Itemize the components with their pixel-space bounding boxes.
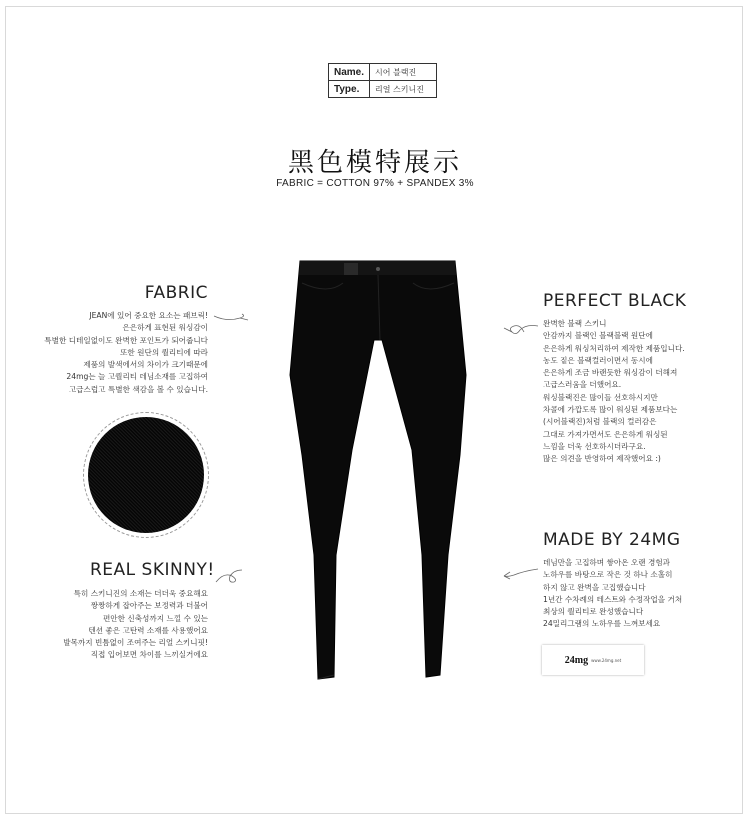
text-line: JEAN에 있어 중요한 요소는 패브릭! <box>89 311 208 320</box>
name-value: 시어 블랙진 <box>370 64 437 81</box>
brand-logo-tag <box>542 645 644 675</box>
perfect-black-heading: PERFECT BLACK <box>543 291 687 311</box>
text-line: 노하우를 바탕으로 작은 것 하나 소홀히 <box>543 570 673 580</box>
real-skinny-heading: REAL SKINNY! <box>90 560 215 580</box>
perfect-black-text <box>543 318 733 466</box>
text-line: 고급스럽고 특별한 색감을 볼 수 있습니다. <box>68 384 208 394</box>
text-line: 느낌을 더욱 선호하시더라구요. <box>543 441 646 451</box>
name-key: Name. <box>329 64 370 81</box>
text-line: 은은하게 워싱처리하여 제작한 제품입니다. <box>543 343 685 353</box>
text-line: 편안한 신축성까지 느낄 수 있는 <box>102 613 208 623</box>
jeans-body <box>290 261 466 679</box>
fabric-heading: FABRIC <box>144 283 208 303</box>
text-line: 차콜에 가깝도록 많이 워싱된 제품보다는 <box>543 405 678 415</box>
text-line: 하지 않고 완벽을 고집했습니다 <box>543 582 646 592</box>
text-line: 짱짱하게 잡아주는 보정력과 더불어 <box>90 601 208 611</box>
fabric-swatch <box>83 412 209 538</box>
text-line: 데님만을 고집하며 쌓아온 오랜 경험과 <box>543 558 671 567</box>
fabric-texture <box>88 417 204 533</box>
text-line: 많은 의견을 반영하여 제작했어요 :) <box>543 454 661 464</box>
text-line: 1년간 수차례의 테스트와 수정작업을 거쳐 <box>543 594 683 604</box>
text-line: 워싱블랙진은 많이들 선호하시지만 <box>543 392 658 402</box>
text-line: 은은하게 표현된 워싱감이 <box>122 323 208 333</box>
text-line: 고급스러움을 더했어요. <box>543 380 622 390</box>
button-icon <box>376 267 380 271</box>
made-by-arrow-icon <box>500 567 540 581</box>
name-type-table <box>328 63 437 98</box>
text-line: 24밀리그램의 노하우를 느껴보세요 <box>543 619 661 629</box>
fabric-text <box>20 310 208 396</box>
text-line: 최상의 퀄리티로 완성했습니다 <box>543 607 644 617</box>
text-line: 완벽한 블랙 스키니 <box>543 319 607 328</box>
brand-logo-text: 24mg <box>564 654 589 666</box>
text-line: 특별한 디테일없이도 완벽한 포인트가 되어줍니다 <box>44 335 208 345</box>
brand-label <box>344 263 358 275</box>
perfect-black-arrow-icon <box>500 322 540 340</box>
text-line: 안감까지 블랙인 블랙블랙 원단에 <box>543 331 653 341</box>
type-key: Type. <box>329 81 370 98</box>
page-title: 黑色模特展示 <box>287 148 462 178</box>
fabric-composition: FABRIC = COTTON 97% + SPANDEX 3% <box>276 178 474 189</box>
text-line: 농도 짙은 블랙컬러이면서 동시에 <box>543 355 653 365</box>
real-skinny-text <box>20 588 208 662</box>
text-line: 직접 입어보면 차이를 느끼실거에요 <box>90 650 208 660</box>
text-line: 은은하게 조금 바랜듯한 워싱감이 더해져 <box>543 368 678 378</box>
text-line: 24mg는 늘 고퀄리티 데님소재를 고집하여 <box>66 372 208 382</box>
brand-logo-url: www.24mg.net <box>591 657 622 663</box>
made-by-heading: MADE BY 24MG <box>543 530 681 550</box>
skinny-arrow-icon <box>214 566 244 586</box>
text-line: 발목까지 빈틈없이 조여주는 리얼 스키니핏! <box>63 638 208 648</box>
text-line: 그대로 가져가면서도 은은하게 워싱된 <box>543 429 668 439</box>
type-value: 리얼 스키니진 <box>370 81 437 98</box>
text-line: (시어블랙진)처럼 블랙의 컬러감은 <box>543 417 657 427</box>
text-line: 또한 원단의 퀄리티에 따라 <box>120 347 208 357</box>
fabric-arrow-icon <box>212 312 252 326</box>
black-jeans-image <box>288 255 468 685</box>
text-line: 제품의 발색에서의 차이가 크기때문에 <box>83 360 208 370</box>
text-line: 텐션 좋은 고탄력 소재를 사용했어요 <box>88 625 208 635</box>
made-by-text <box>543 557 733 631</box>
text-line: 특히 스키니진의 소재는 더더욱 중요해요 <box>73 589 208 598</box>
